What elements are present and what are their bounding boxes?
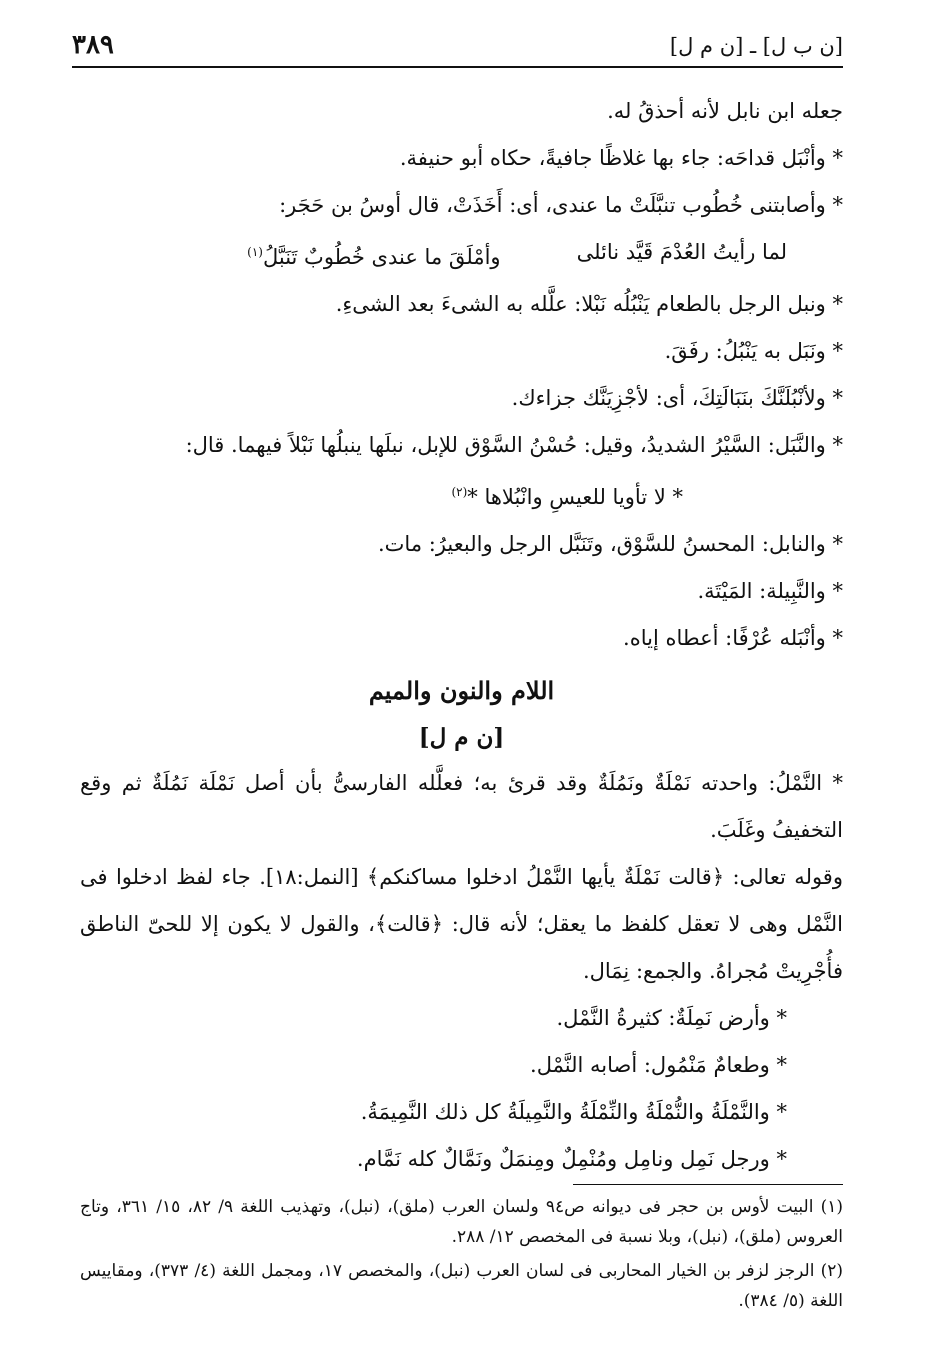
footnote-ref: (١)	[247, 245, 263, 259]
main-text	[80, 88, 843, 1183]
entry-line: * وأنْبَله عُرْفًا: أعطاه إياه.	[623, 626, 843, 650]
entry-line: * وطعامٌ مَنْمُول: أصابه النَّمْل.	[530, 1053, 787, 1077]
entry-line: * ورجل نَمِل ونامِل ومُنْمِلٌ ومِنمَلٌ ونَمَّالٌ كله نَمَّام.	[356, 1147, 787, 1171]
entry-line: * والنَّبِيلة: المَيْتَة.	[697, 579, 843, 603]
entry-line: * وأرض نَمِلَةٌ: كثيرةُ النَّمْل.	[556, 1006, 787, 1030]
footnote: (٢) الرجز لزفر بن الخيار المحاربى فى لسان العرب (نبل)، والمخصص ١٧، ومجمل اللغة (٤/ ٣٧٣)، ومقاييس اللغة (٥/ ٣٨٤).	[80, 1261, 843, 1311]
entry-line: * والنَّمْلَةُ والنُّمْلَةُ والنِّمْلَةُ والنَّمِيلَةُ كل ذلك النَّمِيمَةُ.	[360, 1100, 787, 1124]
verse-second-hemistich: وأمْلَقَ ما عندى خُطُوبٌ تَنَبَّلُ$^{(١)}$	[247, 245, 501, 269]
entry-line: * وأنْبَل قداحَه: جاء بها غلاظًا جافيةً، حكاه أبو حنيفة.	[399, 146, 843, 170]
footnote: (١) البيت لأوس بن حجر فى ديوانه ص٩٤ ولسان العرب (ملق)، (نبل)، وتهذيب اللغة ٩/ ٨٢، ١٥/ ٣٦١، وتاج العروس (ملق)، (نبل)، وبلا نسبة فى المخصص ١٢/ ٢٨٨.	[80, 1197, 843, 1247]
running-head: [ن ب ل] ـ [ن م ل]	[669, 34, 843, 58]
root-heading: [ن م ل]	[418, 724, 505, 751]
verse-line	[80, 229, 843, 281]
paragraph: وقوله تعالى: ﴿قالت نَمْلَةٌ يأيها النَّمْلُ ادخلوا مساكنكم﴾ [النمل:١٨]. جاء لفظ ادخلوا فى النَّمْل وهى لا تعقل كلفظ ما يعقل؛ لأنه قال: ﴿قالت﴾، والقول لا يكون إلا للحىّ الناطق فأُجْرِيتْ مُجراهُ. والجمع: نِمَال.	[80, 865, 843, 983]
paragraph: * النَّمْلُ: واحدته نَمْلَةٌ ونَمُلَةٌ وقد قرئ به؛ فعلَّله الفارسىُّ بأن أصل نَمْلَة نَمُلَةٌ ثم وقع التخفيفُ وغَلَبَ.	[80, 771, 843, 842]
footnotes	[80, 1192, 843, 1320]
footnote-rule	[573, 1184, 843, 1185]
entry-line: جعله ابن نابل لأنه أحذقُ له.	[607, 99, 843, 123]
entry-line: * والنَّبَل: السَّيْرُ الشديدُ، وقيل: حُسْنُ السَّوْق للإبل، نبلَها ينبلُها نَبْلاً فيهما. قال:	[185, 433, 843, 457]
page-number: ٣٨٩	[72, 30, 114, 60]
section-heading: اللام والنون والميم	[368, 676, 555, 705]
entry-line: * ونَبَل به يَنْبُلُ: رفَقَ.	[664, 339, 843, 363]
page-header	[72, 28, 843, 64]
entry-line: * ونبل الرجل بالطعام يَنْبُلُه نَبْلا: علَّله به الشىءَ بعد الشىءِ.	[335, 292, 843, 316]
header-rule	[72, 66, 843, 68]
entry-line: * ولأنْبُلَنَّكَ بنَبَالَتِكَ، أى: لأجْزِيَنَّك جزاءك.	[511, 386, 843, 410]
verse-first-hemistich: لما رأيتُ العُدْمَ قَيَّد نائلى	[576, 240, 787, 264]
entry-line: * وأصابتنى خُطُوب تنبَّلَتْ ما عندى، أى: أَخَذَتْ، قال أوسُ بن حَجَر:	[279, 193, 843, 217]
footnote-ref: (٢)	[451, 485, 468, 499]
entry-line: * والنابل: المحسنُ للسَّوْق، وتَنَبَّل الرجل والبعيرُ: مات.	[377, 532, 843, 556]
rajaz-line: * لا تأويا للعيسِ وانْبُلاها *$^{(٢)}$	[451, 485, 683, 509]
